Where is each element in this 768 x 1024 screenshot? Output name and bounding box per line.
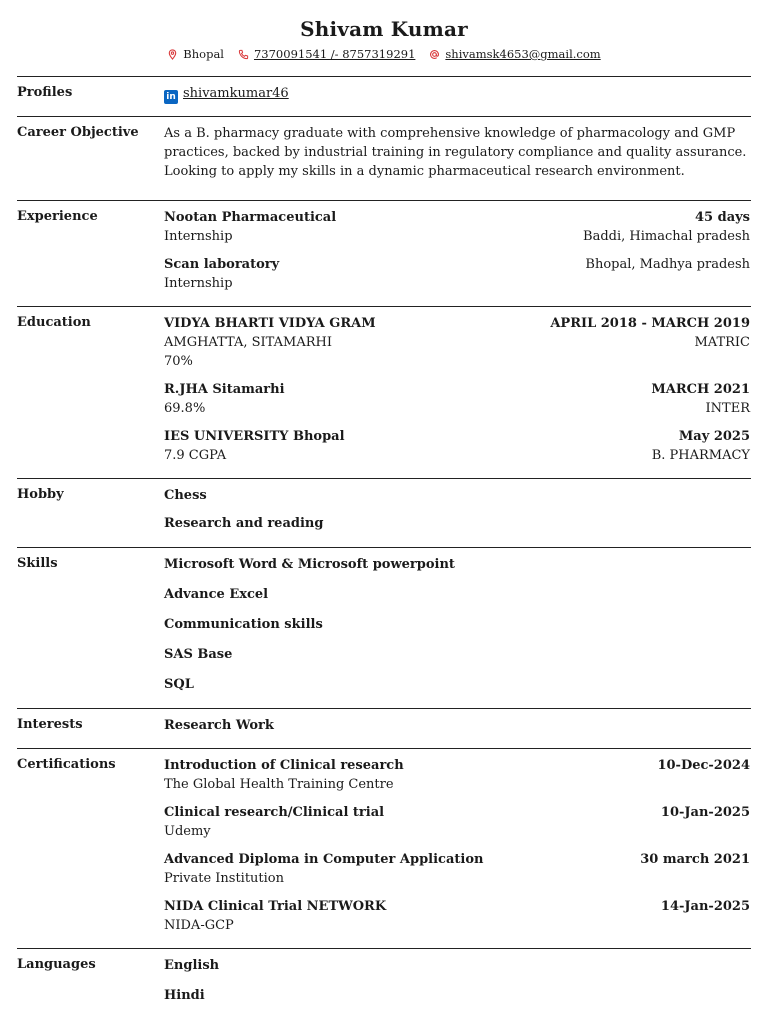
education-date: APRIL 2018 - MARCH 2019 [550, 316, 750, 331]
language-item: Hindi [164, 988, 205, 1003]
phone-icon [238, 49, 249, 60]
divider [17, 76, 751, 77]
education-score: 69.8% [164, 401, 206, 416]
career-objective-line: As a B. pharmacy graduate with comprehensive knowledge of pharmacology and GMP [164, 126, 736, 141]
hobby-item: Research and reading [164, 516, 324, 531]
location-text: Bhopal [183, 47, 224, 61]
education-degree: MATRIC [694, 335, 750, 350]
education-school: VIDYA BHARTI VIDYA GRAM [164, 316, 376, 331]
education-degree: INTER [705, 401, 750, 416]
section-title-education: Education [17, 315, 91, 330]
education-place: AMGHATTA, SITAMARHI [164, 335, 332, 350]
education-date: May 2025 [678, 429, 750, 444]
divider [17, 708, 751, 709]
section-title-interests: Interests [17, 717, 83, 732]
education-score: 70% [164, 354, 193, 369]
section-title-experience: Experience [17, 209, 98, 224]
location-pin-icon [167, 49, 178, 60]
divider [17, 948, 751, 949]
skill-item: SQL [164, 677, 194, 692]
certification-issuer: The Global Health Training Centre [164, 777, 394, 792]
education-score: 7.9 CGPA [164, 448, 227, 463]
email-at-icon [429, 49, 440, 60]
experience-duration: 45 days [694, 210, 750, 225]
skill-item: Advance Excel [164, 587, 269, 602]
experience-org: Scan laboratory [164, 257, 280, 272]
certification-date: 10-Dec-2024 [657, 758, 750, 773]
email-link[interactable]: shivamsk4653@gmail.com [445, 47, 601, 61]
experience-org: Nootan Pharmaceutical [164, 210, 337, 225]
experience-role: Internship [164, 229, 233, 244]
experience-location: Bhopal, Madhya pradesh [585, 257, 750, 272]
divider [17, 200, 751, 201]
certification-issuer: NIDA-GCP [164, 918, 234, 933]
section-title-career-objective: Career Objective [17, 125, 139, 140]
divider [17, 116, 751, 117]
career-objective-line: practices, backed by industrial training in regulatory compliance and quality assurance. [164, 145, 747, 160]
hobby-item: Chess [164, 488, 207, 503]
certification-name: Introduction of Clinical research [164, 758, 404, 773]
section-title-skills: Skills [17, 556, 58, 571]
education-date: MARCH 2021 [651, 382, 750, 397]
interest-item: Research Work [164, 718, 274, 733]
certification-date: 30 march 2021 [640, 852, 750, 867]
linkedin-link[interactable]: shivamkumar46 [183, 86, 289, 101]
resume-name: Shivam Kumar [300, 17, 468, 41]
language-item: English [164, 958, 220, 973]
phone-item[interactable] [238, 47, 415, 61]
location-item [167, 47, 224, 61]
divider [17, 478, 751, 479]
contact-bar [0, 47, 768, 61]
divider [17, 748, 751, 749]
skill-item: Microsoft Word & Microsoft powerpoint [164, 557, 455, 572]
divider [17, 547, 751, 548]
certification-issuer: Private Institution [164, 871, 285, 886]
linkedin-icon: in [164, 90, 178, 104]
experience-location: Baddi, Himachal pradesh [583, 229, 750, 244]
certification-name: Advanced Diploma in Computer Application [164, 852, 484, 867]
certification-name: NIDA Clinical Trial NETWORK [164, 899, 387, 914]
section-title-hobby: Hobby [17, 487, 64, 502]
divider [17, 306, 751, 307]
certification-name: Clinical research/Clinical trial [164, 805, 385, 820]
education-school: R.JHA Sitamarhi [164, 382, 285, 397]
phone-link[interactable]: 7370091541 /- 8757319291 [253, 47, 416, 61]
section-title-certifications: Certifications [17, 757, 116, 772]
certification-date: 10-Jan-2025 [660, 805, 750, 820]
certification-date: 14-Jan-2025 [660, 899, 750, 914]
experience-role: Internship [164, 276, 233, 291]
career-objective-line: Looking to apply my skills in a dynamic pharmaceutical research environment. [164, 164, 685, 179]
skill-item: SAS Base [164, 647, 233, 662]
education-degree: B. PHARMACY [651, 448, 750, 463]
certification-issuer: Udemy [164, 824, 211, 839]
education-school: IES UNIVERSITY Bhopal [164, 429, 345, 444]
section-title-profiles: Profiles [17, 85, 73, 100]
section-title-languages: Languages [17, 957, 96, 972]
email-item[interactable] [429, 47, 600, 61]
linkedin-profile[interactable] [164, 84, 289, 104]
skill-item: Communication skills [164, 617, 323, 632]
